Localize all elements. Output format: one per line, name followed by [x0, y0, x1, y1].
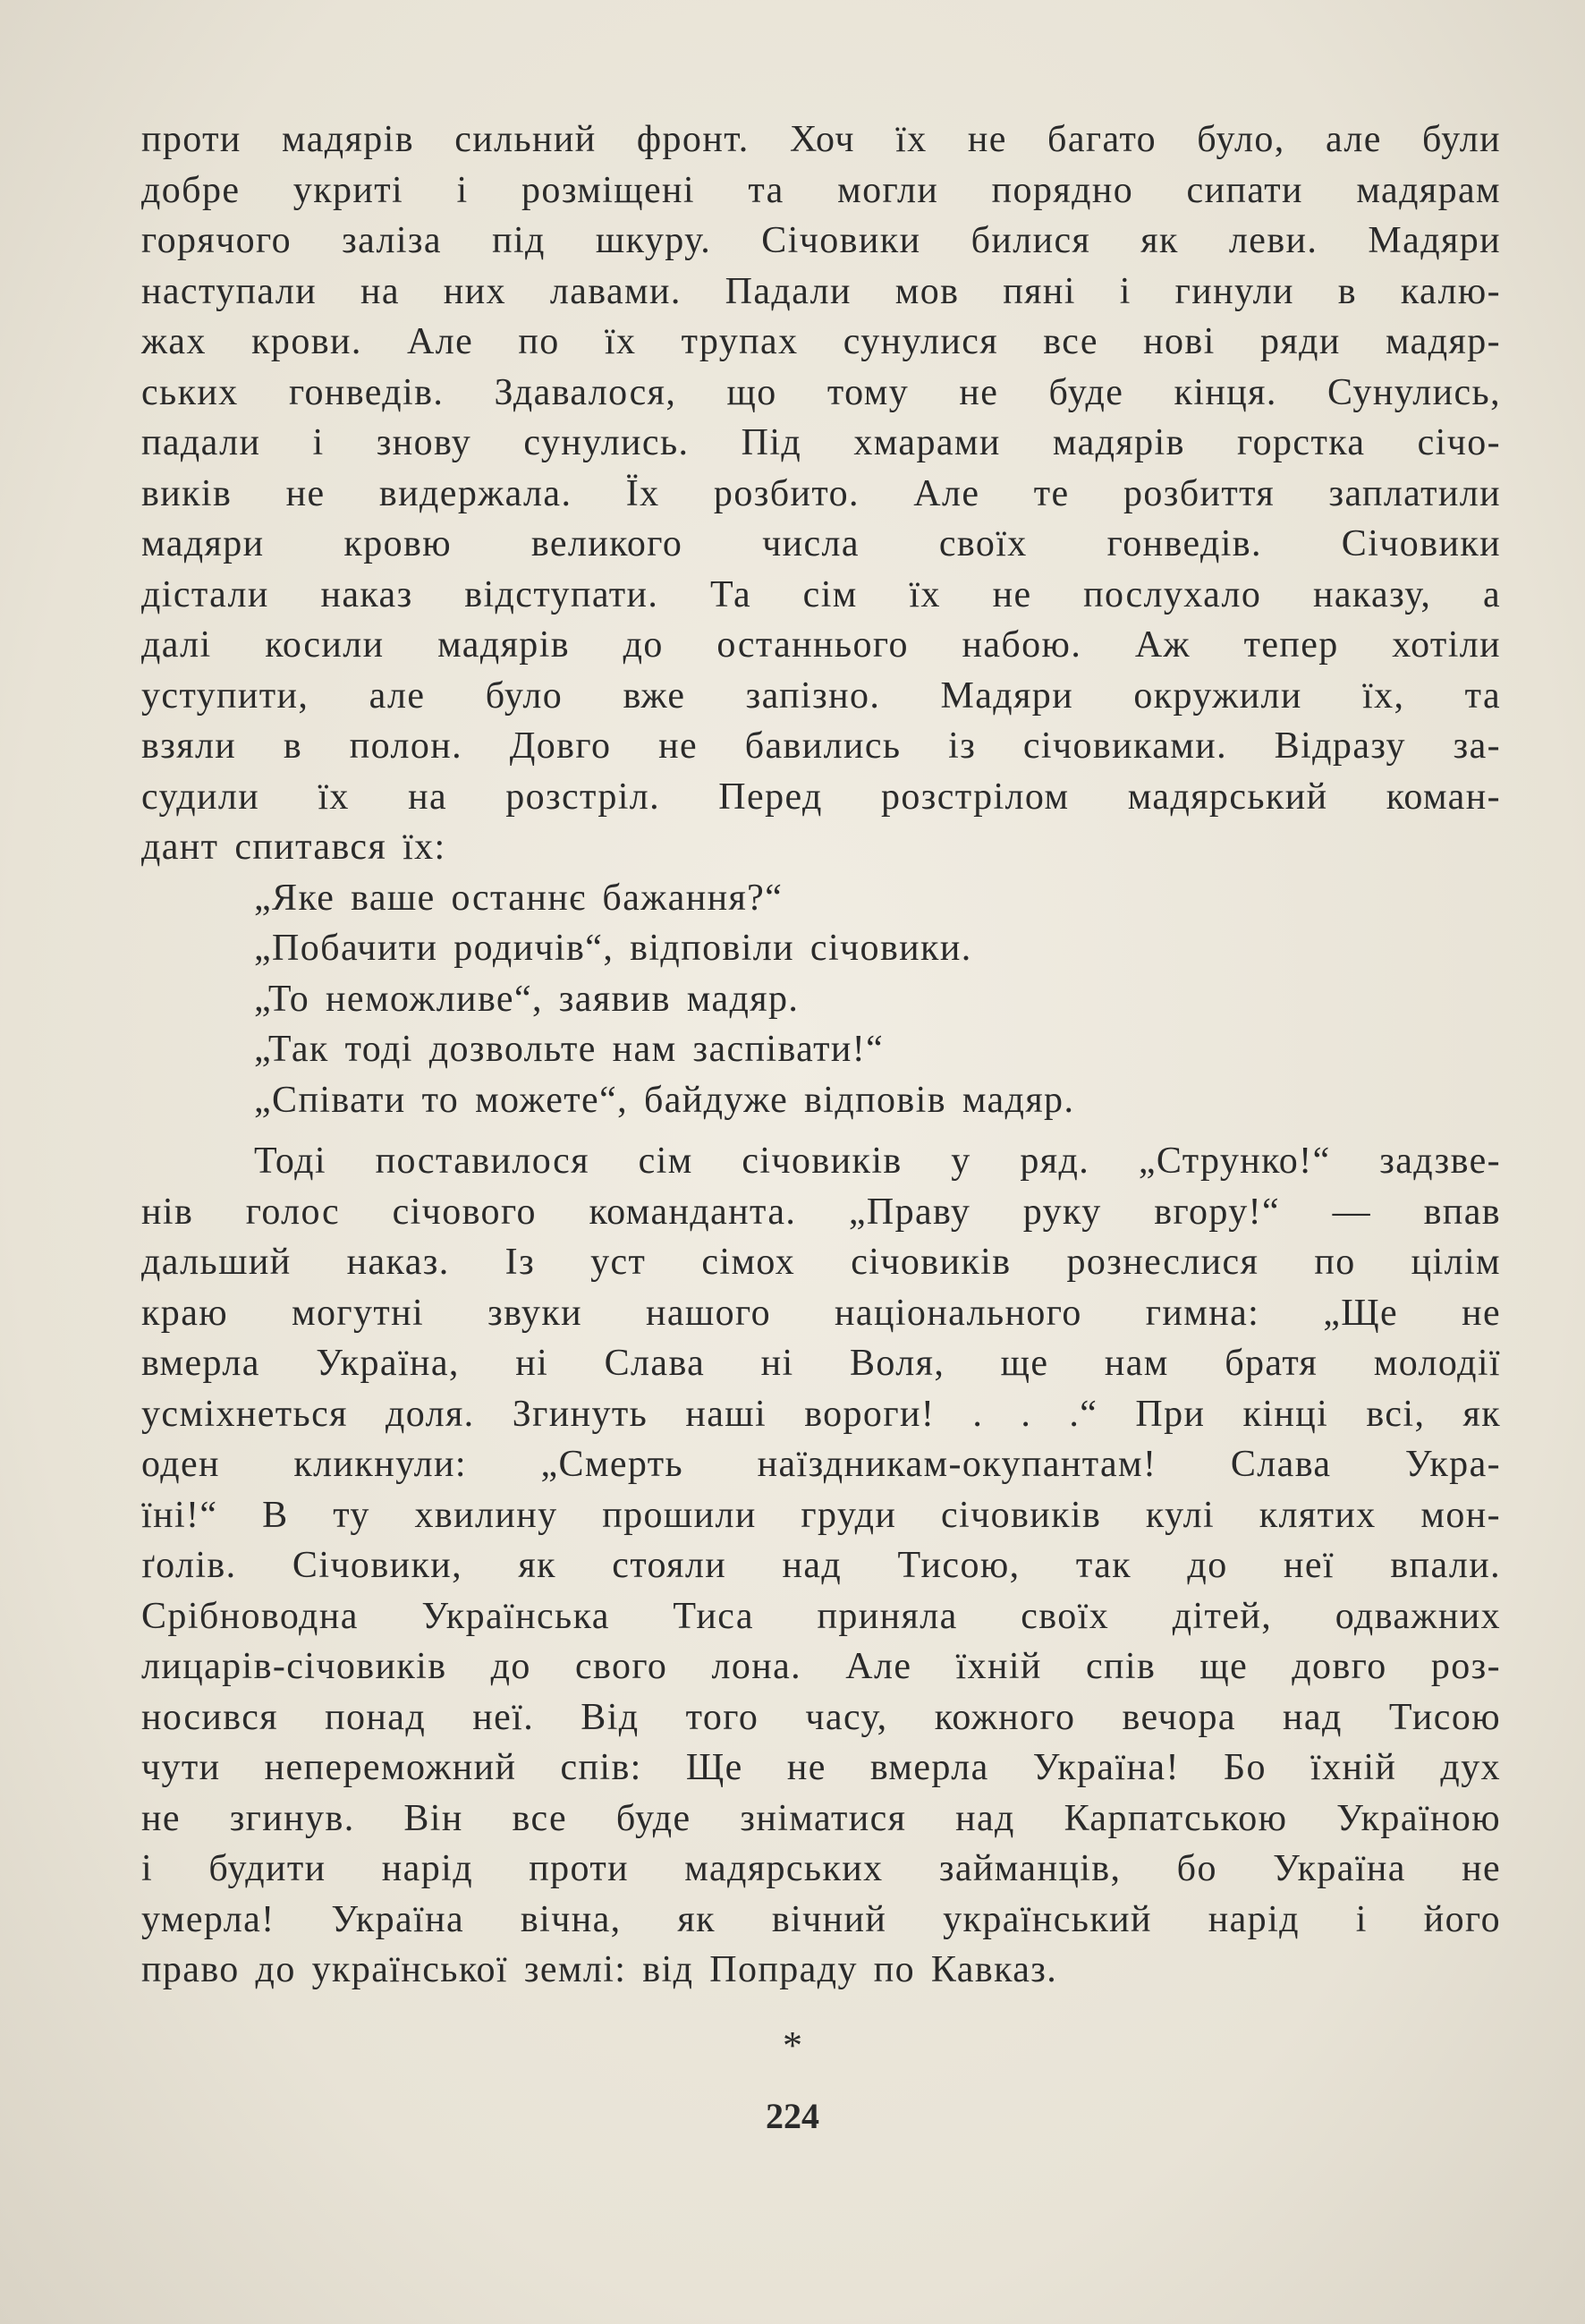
- text-line: вмерла Україна, ні Слава ні Воля, ще нам братя молодії: [141, 1343, 1501, 1384]
- text-line: право до української землі: від Попраду по Кавказ.: [141, 1949, 1058, 1990]
- text-line: лицарів-січовиків до свого лона. Але їхній спів ще довго роз-: [141, 1646, 1501, 1687]
- text-line: ських гонведів. Здавалося, що тому не буде кінця. Сунулись,: [141, 371, 1501, 413]
- dialogue-line: „Побачити родичів“, відповіли січовики.: [254, 928, 972, 969]
- text-line: ґолів. Січовики, як стояли над Тисою, так до неї впали.: [141, 1545, 1501, 1586]
- text-line: жах крови. Але по їх трупах сунулися все нові ряди мадяр-: [141, 321, 1501, 362]
- paragraph-1: [141, 115, 1501, 873]
- text-line: краю могутні звуки нашого національного гимна: „Ще не: [141, 1292, 1501, 1334]
- dialogue-line: „Яке ваше останнє бажання?“: [254, 877, 784, 919]
- text-line: і будити нарід проти мадярських займанців, бо Україна не: [141, 1848, 1501, 1889]
- text-line: їні!“ В ту хвилину прошили груди січовиків кулі клятих мон-: [141, 1494, 1501, 1536]
- text-line: уступити, але було вже запізно. Мадяри окружили їх, та: [141, 674, 1501, 717]
- section-separator: *: [783, 2023, 802, 2067]
- page-number: 224: [766, 2096, 819, 2136]
- dialogue-block: [141, 873, 1501, 1126]
- text-line: мадяри кровю великого числа своїх гонведів. Січовики: [141, 523, 1501, 564]
- text-line: виків не видержала. Їх розбито. Але те розбиття заплатили: [141, 472, 1501, 514]
- text-line: Тоді поставилося сім січовиків у ряд. „Струнко!“ задзве-: [254, 1141, 1501, 1182]
- text-line: падали і знову сунулись. Під хмарами мадярів горстка січо-: [141, 422, 1501, 463]
- text-line: не згинув. Він все буде зніматися над Карпатською Україною: [141, 1797, 1501, 1839]
- page-text: [141, 115, 1501, 1996]
- text-line: наступали на них лавами. Падали мов пяні і гинули в калю-: [141, 270, 1501, 312]
- text-line: дістали наказ відступати. Та сім їх не послухало наказу, а: [141, 573, 1501, 615]
- text-line: чути непереможний спів: Ще не вмерла Україна! Бо їхній дух: [141, 1747, 1501, 1788]
- dialogue-line: „Так тоді дозвольте нам заспівати!“: [254, 1029, 885, 1070]
- dialogue-line: „То неможливе“, заявив мадяр.: [254, 978, 800, 1020]
- text-line: усміхнеться доля. Згинуть наші вороги! . . .“ При кінці всі, як: [141, 1393, 1501, 1435]
- paragraph-2: [141, 1136, 1501, 1996]
- text-line: взяли в полон. Довго не бавились із січовиками. Відразу за-: [141, 725, 1501, 767]
- dialogue-line: „Співати то можете“, байдуже відповів мадяр.: [254, 1079, 1075, 1121]
- text-line: горячого заліза під шкуру. Січовики билися як леви. Мадяри: [141, 220, 1501, 261]
- text-line: добре укриті і розміщені та могли порядно сипати мадярам: [141, 169, 1501, 211]
- text-line: дант спитався їх:: [141, 827, 446, 868]
- text-line: носився понад неї. Від того часу, кожного вечора над Тисою: [141, 1696, 1501, 1738]
- text-line: оден кликнули: „Смерть наїздникам-окупантам! Слава Укра-: [141, 1444, 1501, 1485]
- text-line: далі косили мадярів до останнього набою. Аж тепер хотіли: [141, 624, 1501, 666]
- text-line: проти мадярів сильний фронт. Хоч їх не багато було, але були: [141, 119, 1501, 160]
- text-line: Срібноводна Українська Тиса приняла своїх дітей, одважних: [141, 1595, 1501, 1637]
- text-line: умерла! Україна вічна, як вічний український нарід і його: [141, 1898, 1501, 1940]
- text-line: судили їх на розстріл. Перед розстрілом мадярський коман-: [141, 776, 1501, 818]
- text-line: нів голос січового команданта. „Праву руку вгору!“ — впав: [141, 1191, 1501, 1233]
- text-line: дальший наказ. Із уст сімох січовиків рознеслися по цілім: [141, 1242, 1501, 1283]
